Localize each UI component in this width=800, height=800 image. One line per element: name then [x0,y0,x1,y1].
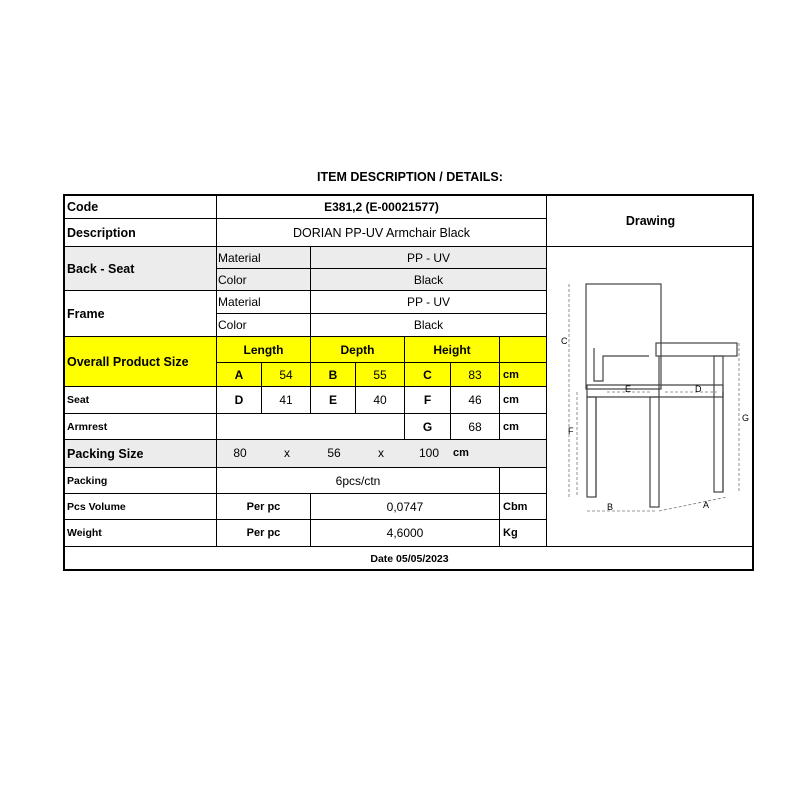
overall-size-label: Overall Product Size [65,336,216,386]
frame-material-value: PP - UV [310,290,546,313]
length-header: Length [216,336,310,362]
seat-width-value: 40 [355,386,404,413]
packing-x1: x [284,446,290,460]
letter-c: C [404,362,450,386]
letter-f: F [404,386,450,413]
armrest-height-value: 68 [450,413,499,439]
armrest-unit: cm [499,413,546,439]
packing-x2: x [378,446,384,460]
seat-height-value: 46 [450,386,499,413]
packing-width: 56 [327,446,341,460]
chair-front-right-leg [650,397,659,507]
volume-label: Pcs Volume [65,493,216,519]
chair-drawing [547,247,754,546]
back-seat-material-label: Material [216,246,310,268]
chair-backrest [586,284,661,389]
code-label: Code [67,200,99,214]
dim-a-line [659,497,727,511]
packing-spacer [499,467,546,493]
item-details-table [63,194,754,571]
label-a: A [703,500,710,510]
back-seat-color-value: Black [310,268,546,290]
packing-size-unit: cm [453,447,469,459]
label-d: D [695,384,702,394]
volume-value: 0,0747 [310,493,499,519]
label-g: G [742,413,750,423]
letter-g: G [404,413,450,439]
label-f: F [568,426,574,436]
seat-depth-value: 41 [261,386,310,413]
weight-per: Per pc [216,519,310,546]
seat-label: Seat [65,386,216,413]
chair-right-armrest [656,343,737,356]
packing-size-label: Packing Size [65,439,216,467]
volume-unit: Cbm [499,493,546,519]
weight-label: Weight [65,519,216,546]
overall-unit: cm [499,362,546,386]
letter-d: D [216,386,261,413]
back-seat-color-label: Color [216,268,310,290]
overall-header-spacer [499,336,546,362]
armrest-empty [216,413,404,439]
code-value: E381,2 (E-00021577) [216,196,546,218]
letter-a: A [216,362,261,386]
description-label: Description [65,218,216,246]
chair-front-left-leg [587,397,596,497]
chair-back-right-leg [714,356,723,492]
letter-b: B [310,362,355,386]
back-seat-label: Back - Seat [65,246,216,290]
frame-color-label: Color [216,313,310,336]
seat-unit: cm [499,386,546,413]
label-e: E [625,384,632,394]
chair-left-armrest [594,348,649,381]
frame-color-value: Black [310,313,546,336]
depth-header: Depth [310,336,404,362]
armrest-label: Armrest [65,413,216,439]
document-title: ITEM DESCRIPTION / DETAILS: [317,170,503,184]
label-b: B [607,502,614,512]
frame-label: Frame [65,290,216,336]
packing-value: 6pcs/ctn [216,467,499,493]
depth-value: 55 [355,362,404,386]
frame-material-label: Material [216,290,310,313]
drawing-area [546,246,754,546]
chair-seat [587,385,659,397]
letter-e: E [310,386,355,413]
packing-label: Packing [65,467,216,493]
packing-height: 100 [418,446,440,460]
description-value: DORIAN PP-UV Armchair Black [216,218,546,246]
back-seat-material-value: PP - UV [310,246,546,268]
volume-per: Per pc [216,493,310,519]
packing-length: 80 [233,446,247,460]
date-footer: Date 05/05/2023 [65,546,754,571]
drawing-header: Drawing [546,196,754,246]
height-value: 83 [450,362,499,386]
weight-value: 4,6000 [310,519,499,546]
length-value: 54 [261,362,310,386]
label-c: C [561,336,568,346]
weight-unit: Kg [499,519,546,546]
height-header: Height [404,336,499,362]
